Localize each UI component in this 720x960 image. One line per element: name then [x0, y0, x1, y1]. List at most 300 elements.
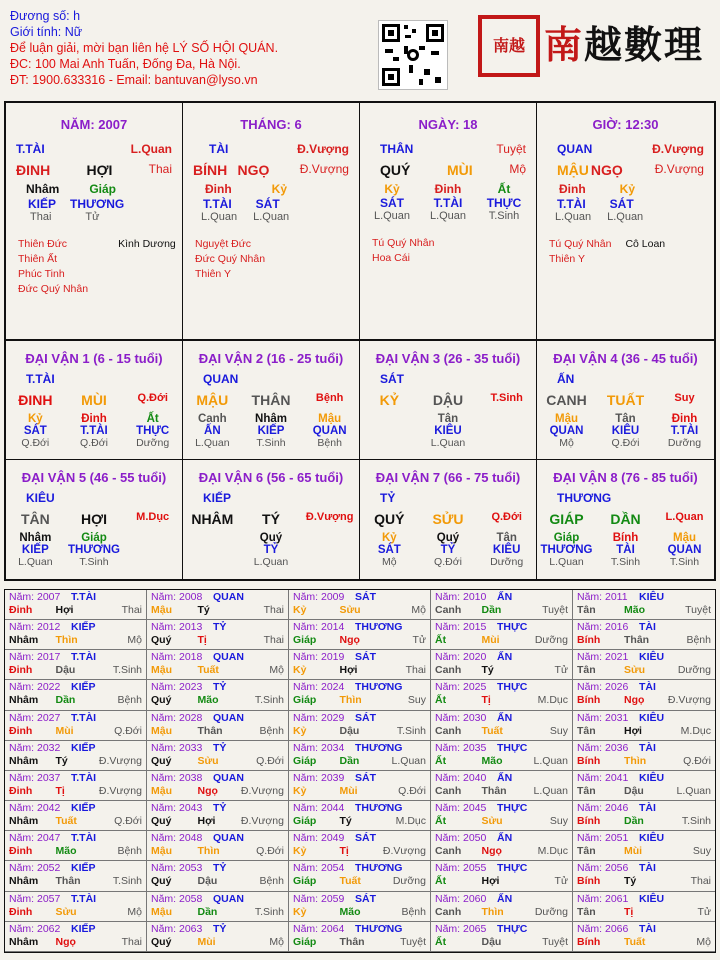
- hidden-state: L.Quan: [555, 211, 592, 223]
- pillar-can: ĐINH: [16, 162, 51, 178]
- dai-van-title: ĐẠI VẬN 1 (6 - 15 tuổi): [25, 351, 163, 366]
- year-cell: [573, 711, 715, 741]
- year-label: Năm: 2016: [577, 621, 629, 634]
- year-label: Năm: 2039: [293, 771, 345, 784]
- pillar-month: [183, 103, 360, 339]
- year-stem: Đinh: [9, 784, 33, 797]
- year-stem: Mậu: [151, 845, 172, 858]
- dai-van-can: CANH: [546, 392, 587, 408]
- year-label: Năm: 2051: [577, 832, 629, 845]
- hidden-state: L.Quan: [373, 210, 411, 222]
- year-god: ẤN: [497, 892, 513, 905]
- year-label: Năm: 2026: [577, 681, 629, 694]
- hidden-stem: [360, 413, 419, 425]
- hidden-god: QUAN: [549, 425, 584, 437]
- year-label: Năm: 2010: [435, 591, 487, 603]
- dai-van-grid: [4, 341, 716, 581]
- year-god: KIÊU: [639, 711, 665, 724]
- logo-rest: 越數理: [584, 22, 705, 67]
- year-god: KIÊU: [639, 771, 665, 784]
- year-cell: [431, 892, 573, 922]
- year-branch: Tý: [339, 815, 352, 828]
- hidden-state: T.Sinh: [256, 437, 286, 449]
- dai-van-star: KIẾP: [203, 491, 232, 505]
- year-god: QUAN: [213, 591, 244, 603]
- dai-van-cell: [360, 460, 537, 579]
- year-state: Bệnh: [686, 634, 711, 647]
- year-state: Tuyệt: [400, 935, 426, 948]
- star: Đức Quý Nhân: [18, 283, 89, 295]
- year-stem: Bính: [577, 935, 601, 948]
- pillar-year: [6, 103, 183, 339]
- year-stem: Canh: [435, 905, 462, 918]
- year-branch: Thân: [481, 784, 507, 797]
- dai-van-cell: [537, 341, 714, 460]
- dai-van-title: ĐẠI VẬN 3 (26 - 35 tuổi): [375, 351, 521, 366]
- year-cell: [289, 590, 431, 620]
- dai-van-state: M.Dục: [136, 511, 170, 523]
- year-god: THƯƠNG: [355, 681, 403, 694]
- year-branch: Mùi: [339, 784, 358, 797]
- year-god: THỰC: [497, 621, 528, 634]
- year-label: Năm: 2043: [151, 802, 203, 815]
- year-branch: Tị: [197, 634, 207, 647]
- hidden-stem: Đinh: [434, 182, 462, 196]
- year-cell: [147, 801, 289, 831]
- year-cell: [5, 590, 147, 620]
- hidden-stem: Ất: [497, 182, 511, 196]
- dai-van-can: QUÝ: [374, 511, 405, 527]
- year-label: Năm: 2038: [151, 771, 203, 784]
- year-branch: Dậu: [55, 664, 76, 677]
- hidden-stem: Tân: [437, 413, 459, 425]
- year-label: Năm: 2064: [293, 922, 345, 935]
- hidden-state: L.Quan: [429, 210, 467, 222]
- year-state: Thai: [121, 604, 142, 616]
- hidden-state: Q.Đới: [434, 556, 462, 568]
- year-god: T.TÀI: [71, 832, 97, 845]
- hidden-state: [360, 437, 419, 449]
- hidden-state: L.Quan: [195, 437, 230, 449]
- hidden-state: L.Quan: [18, 556, 53, 568]
- star: Cô Loan: [625, 238, 666, 250]
- year-label: Năm: 2053: [151, 862, 203, 875]
- year-god: KIẾP: [71, 802, 96, 815]
- year-cell: [289, 861, 431, 891]
- year-god: ẤN: [497, 591, 513, 603]
- header-info: [10, 8, 278, 88]
- year-god: THƯƠNG: [355, 741, 403, 754]
- year-state: Mộ: [269, 935, 284, 948]
- hidden-stem: [477, 413, 536, 425]
- hidden-state: Q.Đới: [21, 437, 50, 449]
- hidden-stem: Giáp: [553, 532, 580, 544]
- year-cell: [573, 861, 715, 891]
- year-stem: Đinh: [9, 724, 33, 737]
- year-label: Năm: 2036: [577, 741, 629, 754]
- year-label: Năm: 2013: [151, 621, 203, 634]
- hidden-state: Dưỡng: [136, 437, 170, 449]
- year-state: Suy: [407, 694, 426, 707]
- year-branch: Dậu: [339, 724, 360, 737]
- hidden-god: KIÊU: [434, 425, 462, 437]
- year-label: Năm: 2059: [293, 892, 345, 905]
- year-cell: [289, 892, 431, 922]
- year-god: SÁT: [355, 651, 376, 664]
- year-god: T.TÀI: [71, 711, 97, 724]
- year-branch: Hợi: [197, 815, 216, 828]
- year-god: THƯƠNG: [355, 922, 403, 935]
- year-god: TÀI: [639, 802, 656, 815]
- year-label: Năm: 2007: [9, 591, 61, 603]
- dai-van-chi: THÂN: [251, 392, 291, 408]
- year-cell: [5, 680, 147, 710]
- year-label: Năm: 2028: [151, 711, 203, 724]
- year-label: Năm: 2041: [577, 771, 629, 784]
- year-stem: Nhâm: [9, 935, 39, 948]
- pillar-chi: NGỌ: [237, 162, 270, 178]
- year-state: Đ.Vượng: [98, 754, 142, 767]
- year-label: Năm: 2024: [293, 681, 345, 694]
- year-label: Năm: 2019: [293, 651, 345, 664]
- year-cell: [431, 620, 573, 650]
- year-branch: Dần: [481, 604, 502, 616]
- hidden-stem: Ất: [146, 413, 159, 425]
- dai-van-title: ĐẠI VẬN 6 (56 - 65 tuổi): [198, 470, 344, 485]
- year-stem: Tân: [577, 784, 596, 797]
- year-god: THỰC: [497, 681, 528, 694]
- year-label: Năm: 2062: [9, 922, 61, 935]
- pillar-hour: [537, 103, 714, 339]
- year-stem: Mậu: [151, 664, 172, 677]
- year-state: M.Dục: [537, 845, 568, 858]
- hidden-stem: Đinh: [81, 413, 107, 425]
- year-god: TÀI: [639, 621, 656, 634]
- year-stem: Bính: [577, 694, 601, 707]
- year-state: Thai: [263, 634, 284, 647]
- star: Hoa Cái: [372, 252, 410, 264]
- year-stem: Canh: [435, 784, 462, 797]
- hidden-stem: Quý: [436, 532, 460, 544]
- hidden-god: THƯƠNG: [68, 544, 120, 556]
- hidden-god: SÁT: [377, 544, 401, 556]
- year-label: Năm: 2011: [577, 591, 628, 603]
- year-branch: Thân: [624, 634, 650, 647]
- pillar-chi: HỢI: [86, 162, 113, 178]
- year-branch: Tý: [624, 875, 637, 888]
- hidden-god: T.TÀI: [433, 196, 463, 210]
- year-branch: Mão: [624, 604, 645, 616]
- year-branch: Thìn: [481, 905, 504, 918]
- year-label: Năm: 2040: [435, 771, 487, 784]
- year-cell: [573, 741, 715, 771]
- year-stem: Nhâm: [9, 694, 39, 707]
- year-state: Mộ: [269, 664, 284, 677]
- year-cell: [5, 892, 147, 922]
- year-cell: [147, 771, 289, 801]
- year-state: T.Sinh: [254, 694, 284, 707]
- dai-van-cell: [6, 341, 183, 460]
- hidden-stem: Nhâm: [26, 182, 60, 196]
- year-cell: [431, 741, 573, 771]
- hidden-stem: Nhâm: [19, 532, 52, 544]
- year-branch: Mùi: [197, 935, 216, 948]
- year-cell: [5, 711, 147, 741]
- year-stem: Quý: [151, 815, 172, 828]
- hidden-god: KIẾP: [21, 544, 49, 556]
- hidden-god: SÁT: [609, 197, 634, 211]
- year-branch: Sửu: [481, 815, 503, 828]
- star: Thiên Y: [549, 253, 585, 265]
- year-god: T.TÀI: [71, 892, 97, 905]
- year-cell: [431, 650, 573, 680]
- year-label: Năm: 2049: [293, 832, 345, 845]
- star: Thiên Đức: [18, 238, 68, 250]
- dai-van-cell: [183, 341, 360, 460]
- year-state: Mộ: [696, 935, 711, 948]
- year-branch: Mão: [481, 754, 503, 767]
- year-god: ẤN: [497, 771, 513, 784]
- hidden-stem: [300, 532, 359, 544]
- year-branch: Tý: [197, 604, 210, 616]
- year-branch: Hợi: [339, 664, 358, 677]
- hidden-god: TÀI: [616, 544, 635, 556]
- hidden-god: THỰC: [486, 196, 522, 210]
- year-god: ẤN: [497, 711, 513, 724]
- qr-code-icon: [378, 20, 448, 90]
- year-cell: [147, 892, 289, 922]
- year-label: Năm: 2020: [435, 651, 487, 664]
- hidden-state: Mộ: [559, 437, 574, 449]
- year-state: Bệnh: [117, 845, 142, 858]
- year-cell: [289, 922, 431, 952]
- hidden-stem: Nhâm: [255, 413, 287, 425]
- year-branch: Dậu: [197, 875, 218, 888]
- year-stem: Ất: [435, 634, 447, 647]
- hidden-god: THƯƠNG: [540, 544, 593, 556]
- year-state: L.Quan: [676, 784, 711, 797]
- yearly-grid: [4, 589, 716, 953]
- year-label: Năm: 2022: [9, 681, 61, 694]
- year-cell: [5, 620, 147, 650]
- dai-van-chi: TUẤT: [606, 392, 645, 408]
- hidden-state: L.Quan: [201, 211, 238, 223]
- year-stem: Canh: [435, 664, 462, 677]
- year-stem: Bính: [577, 634, 601, 647]
- star: Nguyệt Đức: [195, 238, 252, 250]
- year-stem: Mậu: [151, 724, 172, 737]
- year-god: QUAN: [213, 771, 244, 784]
- year-stem: Canh: [435, 724, 462, 737]
- year-branch: Tý: [481, 664, 494, 677]
- year-branch: Tị: [339, 845, 349, 858]
- year-state: Mộ: [127, 634, 142, 647]
- year-stem: Canh: [435, 845, 462, 858]
- address-line: ĐC: 100 Mai Anh Tuấn, Đống Đa, Hà Nội.: [10, 57, 241, 71]
- year-label: Năm: 2058: [151, 892, 203, 905]
- year-god: QUAN: [213, 651, 244, 664]
- year-branch: Hợi: [55, 604, 74, 616]
- year-god: TỶ: [213, 741, 227, 754]
- dai-van-state: Q.Đới: [137, 392, 168, 404]
- year-branch: Tuất: [339, 875, 361, 888]
- year-cell: [431, 771, 573, 801]
- dai-van-cell: [183, 460, 360, 579]
- year-state: L.Quan: [533, 784, 568, 797]
- hidden-stem: Mậu: [673, 532, 696, 544]
- dai-van-star: TỶ: [380, 491, 396, 505]
- year-state: M.Dục: [395, 815, 426, 828]
- year-state: Bệnh: [117, 694, 142, 707]
- pillar-can: QUÝ: [380, 162, 411, 178]
- four-pillars: [4, 101, 716, 341]
- year-state: T.Sinh: [112, 875, 142, 888]
- hidden-state: L.Quan: [607, 211, 644, 223]
- hidden-state: [300, 556, 359, 568]
- year-state: Đ.Vượng: [98, 784, 142, 797]
- pillar-day: [360, 103, 537, 339]
- year-label: Năm: 2015: [435, 621, 487, 634]
- year-god: TỶ: [213, 802, 227, 815]
- year-stem: Kỷ: [293, 905, 307, 918]
- year-branch: Tý: [55, 754, 68, 767]
- year-cell: [573, 771, 715, 801]
- year-stem: Giáp: [293, 634, 317, 647]
- logo: [544, 14, 704, 69]
- pillar-title: THÁNG: 6: [240, 117, 302, 132]
- year-branch: Tuất: [624, 935, 646, 948]
- year-branch: Tuất: [481, 724, 503, 737]
- year-label: Năm: 2017: [9, 651, 61, 664]
- dai-van-title: ĐẠI VẬN 2 (16 - 25 tuổi): [198, 351, 344, 366]
- year-god: KIẾP: [71, 681, 96, 694]
- dai-van-can: MẬU: [196, 392, 229, 408]
- hidden-god: [477, 425, 536, 437]
- hidden-stem: Kỷ: [381, 532, 397, 544]
- year-state: L.Quan: [391, 754, 426, 767]
- year-cell: [147, 711, 289, 741]
- hidden-god: KIÊU: [492, 544, 521, 556]
- year-god: TÀI: [639, 681, 656, 694]
- year-stem: Đinh: [9, 604, 33, 616]
- year-state: Q.Đới: [683, 754, 711, 767]
- pillar-title: NGÀY: 18: [418, 117, 478, 132]
- year-state: Đ.Vượng: [667, 694, 711, 707]
- dai-van-state: L.Quan: [665, 511, 704, 523]
- year-label: Năm: 2018: [151, 651, 203, 664]
- star: Tú Quý Nhân: [549, 238, 612, 250]
- year-stem: Đinh: [9, 845, 33, 858]
- star: Phúc Tinh: [18, 268, 65, 280]
- year-stem: Giáp: [293, 694, 317, 707]
- year-stem: Giáp: [293, 935, 317, 948]
- year-god: QUAN: [213, 832, 244, 845]
- year-stem: Nhâm: [9, 875, 39, 888]
- year-god: TÀI: [639, 862, 656, 875]
- hidden-stem: [183, 532, 242, 544]
- year-state: Q.Đới: [256, 845, 284, 858]
- year-stem: Canh: [435, 604, 462, 616]
- year-branch: Ngọ: [339, 634, 360, 647]
- year-stem: Ất: [435, 935, 447, 948]
- year-branch: Tuất: [197, 664, 219, 677]
- hidden-god: TỶ: [440, 544, 456, 556]
- year-branch: Mùi: [55, 724, 74, 737]
- year-label: Năm: 2044: [293, 802, 345, 815]
- year-state: Suy: [549, 724, 568, 737]
- pillar-title: GIỜ: 12:30: [592, 117, 659, 132]
- logo-first: 南: [544, 22, 585, 67]
- year-stem: Ất: [435, 754, 447, 767]
- dai-van-star: KIÊU: [26, 491, 55, 505]
- year-stem: Tân: [577, 604, 596, 616]
- hidden-god: [360, 425, 419, 437]
- hidden-state: Q.Đới: [80, 437, 108, 449]
- year-stem: Quý: [151, 634, 172, 647]
- year-god: THỰC: [497, 741, 528, 754]
- year-cell: [147, 650, 289, 680]
- year-state: Mộ: [127, 905, 142, 918]
- year-cell: [289, 741, 431, 771]
- pillar-right: Tuyệt: [496, 142, 526, 156]
- year-branch: Sửu: [339, 604, 361, 616]
- year-stem: Kỷ: [293, 845, 307, 858]
- year-state: Dưỡng: [534, 634, 568, 647]
- year-god: THỰC: [497, 802, 528, 815]
- hidden-god: T.TÀI: [670, 425, 699, 437]
- year-state: Tử: [697, 905, 711, 918]
- year-label: Năm: 2023: [151, 681, 203, 694]
- year-branch: Mùi: [481, 634, 500, 647]
- year-stem: Tân: [577, 845, 596, 858]
- year-label: Năm: 2033: [151, 741, 203, 754]
- year-label: Năm: 2055: [435, 862, 487, 875]
- hidden-state: Tử: [85, 211, 100, 223]
- year-stem: Giáp: [293, 815, 317, 828]
- year-cell: [289, 620, 431, 650]
- year-label: Năm: 2035: [435, 741, 487, 754]
- year-cell: [5, 741, 147, 771]
- year-state: Thai: [263, 604, 284, 616]
- year-branch: Dần: [197, 905, 218, 918]
- year-cell: [5, 922, 147, 952]
- year-god: QUAN: [213, 711, 244, 724]
- year-branch: Tị: [55, 784, 65, 797]
- year-state: M.Dục: [680, 724, 711, 737]
- year-branch: Mão: [55, 845, 77, 858]
- hidden-god: THỰC: [136, 425, 170, 437]
- year-god: THƯƠNG: [355, 802, 403, 815]
- hidden-stem: [123, 532, 182, 544]
- year-branch: Tuất: [55, 815, 77, 828]
- year-stem: Tân: [577, 905, 596, 918]
- hidden-state: Bệnh: [317, 437, 342, 449]
- year-branch: Thìn: [339, 694, 362, 707]
- year-state: Tuyệt: [685, 604, 711, 616]
- year-label: Năm: 2063: [151, 922, 203, 935]
- year-cell: [289, 650, 431, 680]
- dai-van-title: ĐẠI VẬN 7 (66 - 75 tuổi): [375, 470, 521, 485]
- dai-van-can: GIÁP: [549, 511, 584, 527]
- year-label: Năm: 2012: [9, 621, 61, 634]
- year-branch: Dần: [55, 694, 76, 707]
- pillar-can: MẬU: [557, 162, 589, 178]
- year-branch: Thìn: [55, 634, 78, 647]
- hidden-stem: Giáp: [89, 182, 117, 196]
- year-branch: Tị: [481, 694, 491, 707]
- hidden-stem: Đinh: [205, 182, 232, 196]
- year-stem: Quý: [151, 754, 172, 767]
